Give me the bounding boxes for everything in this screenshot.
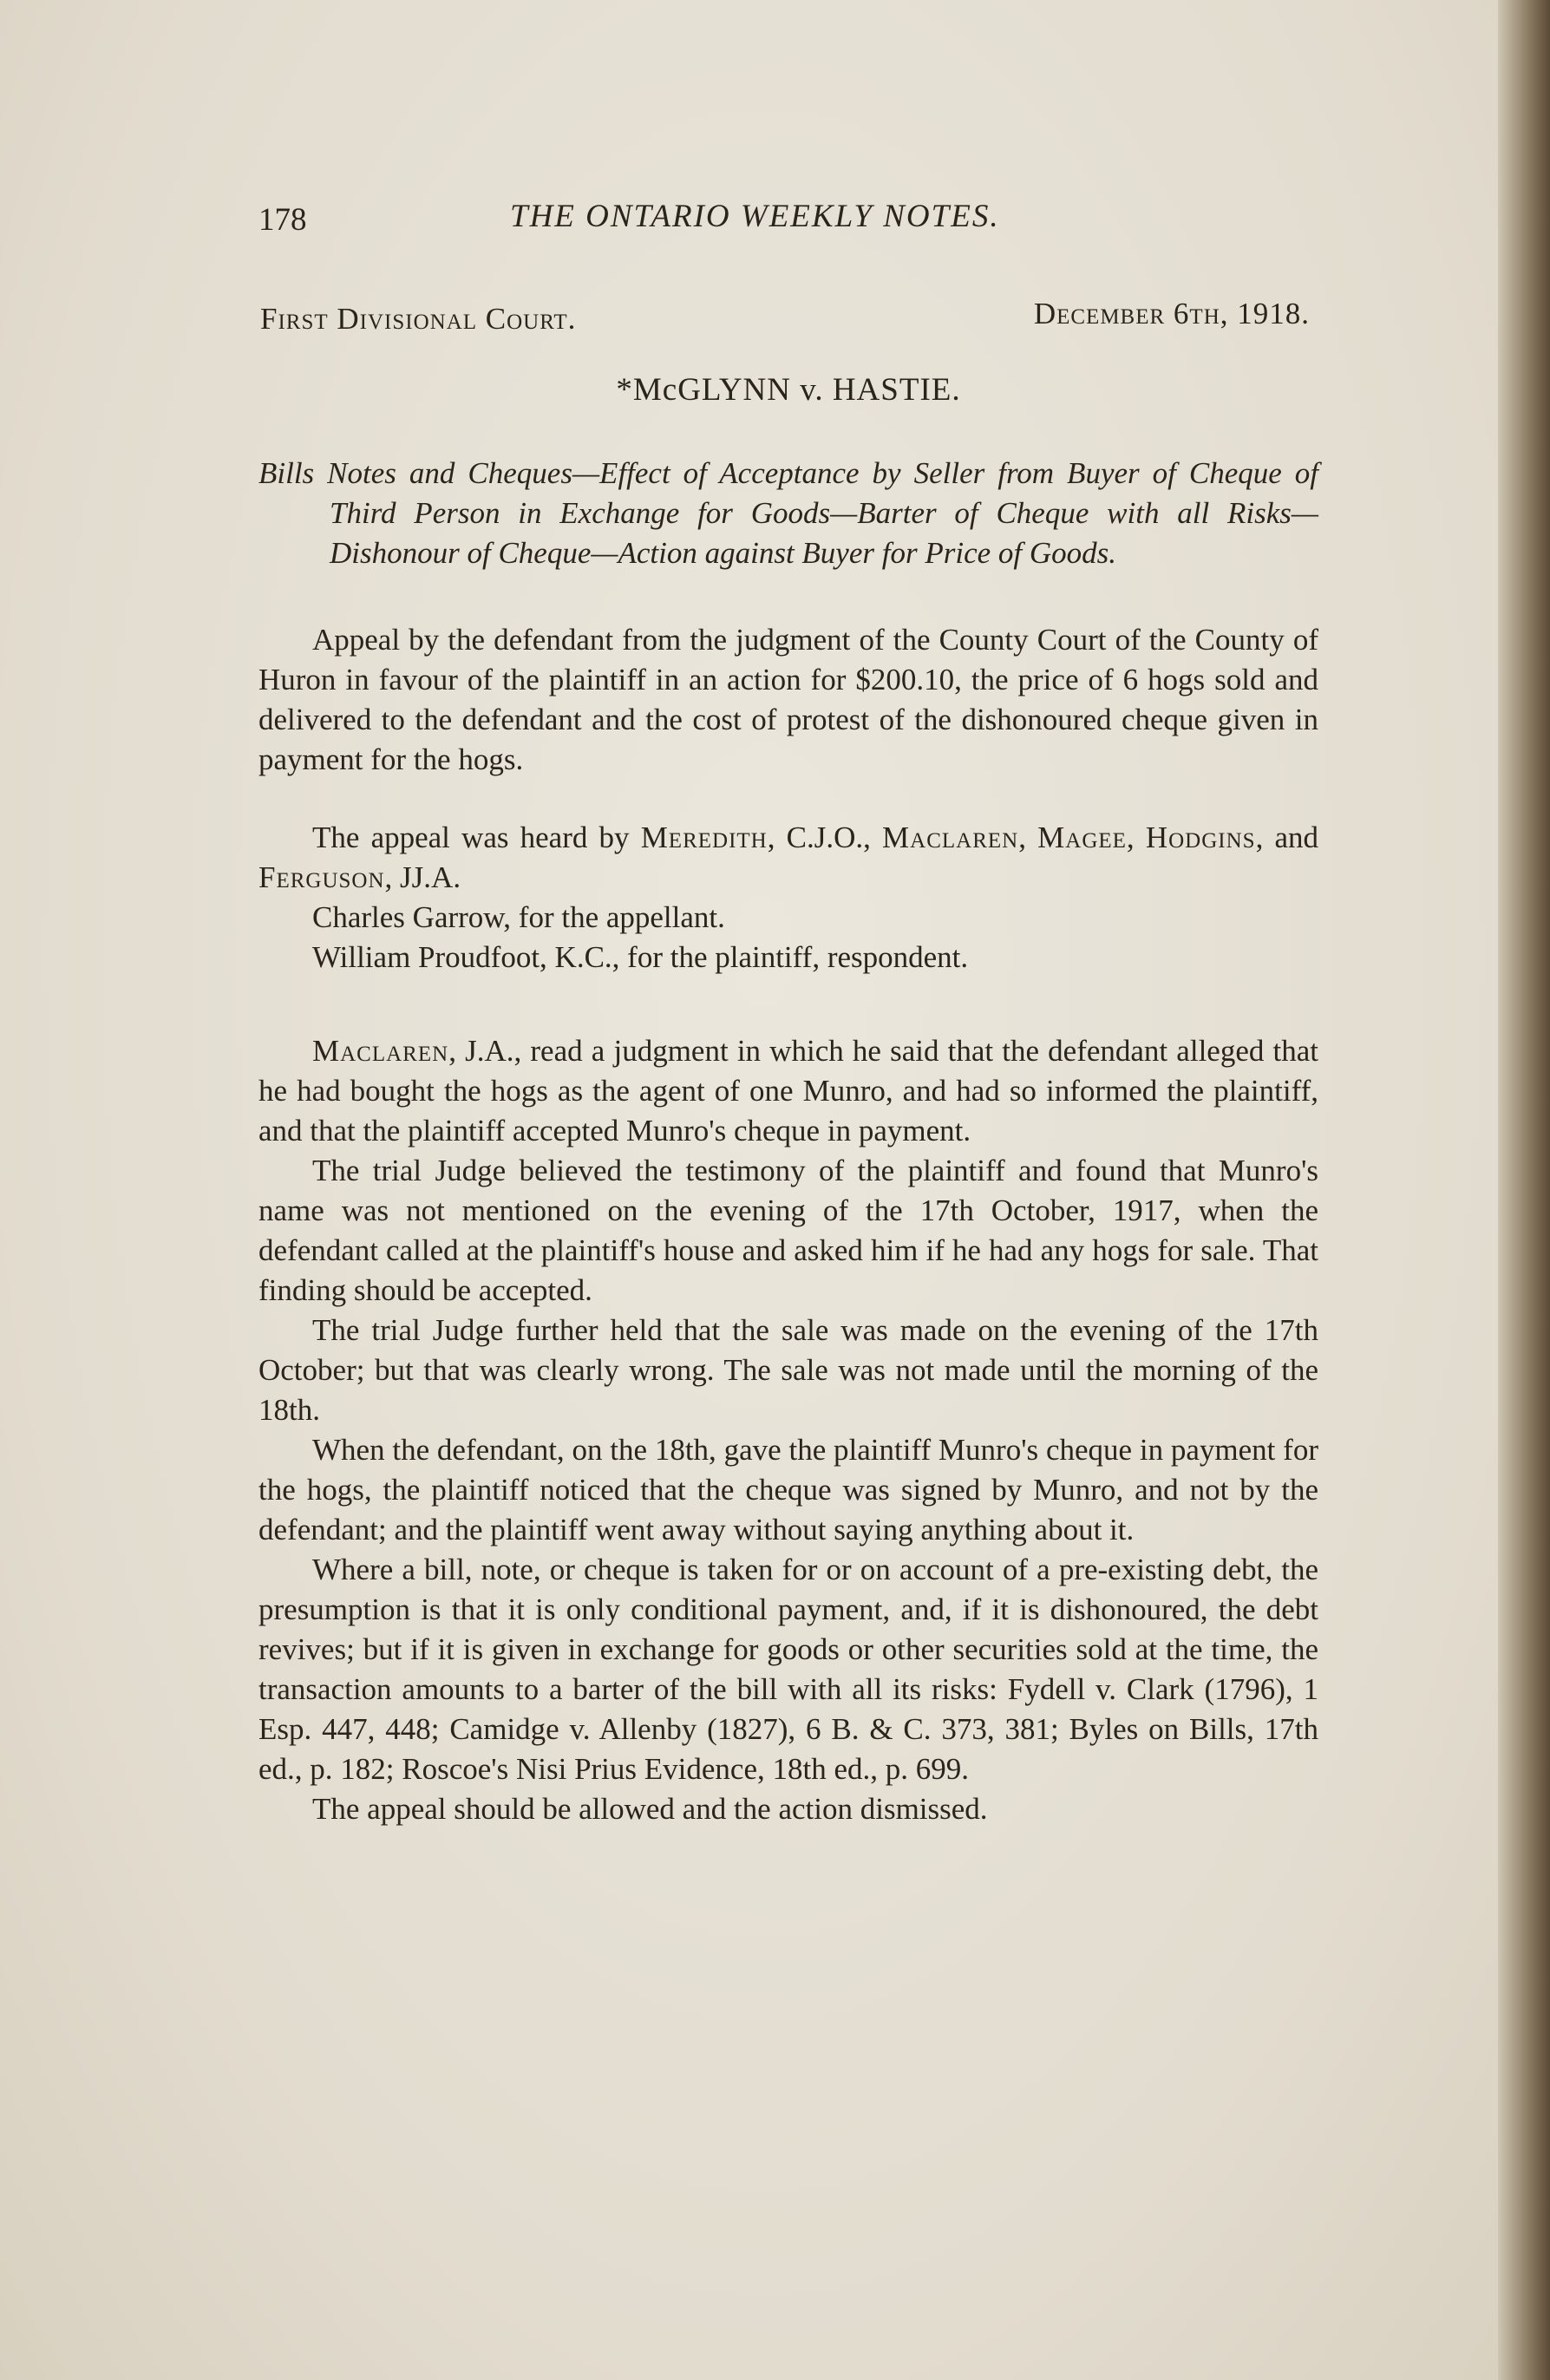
judgment-paragraph: The trial Judge further held that the sale was made on the evening of the 17th October; but that was clearly wrong. The sale was not made until the morning of the 18th.	[258, 1313, 1318, 1427]
decision-date: December 6th, 1918.	[1033, 297, 1310, 330]
appellant-counsel: Charles Garrow, for the appellant.	[312, 900, 725, 934]
page-edge-shadow	[1498, 0, 1550, 2380]
judgment-paragraph: The appeal should be allowed and the action dismissed.	[312, 1792, 988, 1826]
court-line	[258, 297, 1318, 354]
judge-name: Magee	[1037, 821, 1127, 854]
page-header	[258, 191, 1318, 243]
hearing-text: , JJ.A.	[384, 860, 461, 894]
hearing-text: , and	[1255, 821, 1319, 854]
case-title: *McGLYNN v. HASTIE.	[616, 372, 961, 408]
hearing-text: ,	[1018, 821, 1026, 854]
judgment-opening	[258, 1031, 1318, 1151]
judge-name: Maclaren	[882, 821, 1019, 854]
judgment-paragraph: When the defendant, on the 18th, gave the plaintiff Munro's cheque in payment for the hogs, the plaintiff noticed that the cheque was signed by Munro, and not by the defendant; and the plaintiff went away without saying anything about it.	[258, 1433, 1318, 1546]
judge-name: Ferguson	[258, 860, 385, 894]
judgment-judge: Maclaren	[312, 1034, 449, 1068]
judgment-paragraph: Where a bill, note, or cheque is taken for or on account of a pre-existing debt, the presumption is that it is only conditional payment, and, if it is dishonoured, the debt revives; but if it is given in exchange for goods or other securities sold at the time, the transaction amounts to a barter of the bill with all its risks: Fydell v. Clark (1796), 1 Esp. 447, 448; Camidge v. Allenby (1827), 6 B. & C. 373, 381; Byles on Bills, 17th ed., p. 182; Roscoe's Nisi Prius Evidence, 18th ed., p. 699.	[258, 1553, 1318, 1786]
running-title: THE ONTARIO WEEKLY NOTES.	[510, 199, 1000, 234]
judgment-opening-text: , J.A., read a judgment in which he said that the defendant alleged that he had bought the hogs as the agent of one Munro, and had so informed the plaintiff, and that the plaintiff accepted Munro's cheque in payment.	[258, 1034, 1318, 1148]
hearing-text: , C.J.O.,	[767, 821, 871, 854]
judgment-paragraph: The trial Judge believed the testimony of the plaintiff and found that Munro's name was not mentioned on the evening of the 17th October, 1917, when the defendant called at the plaintiff's house and asked him if he had any hogs for sale. That finding should be accepted.	[258, 1154, 1318, 1307]
court-name: First Divisional Court.	[260, 302, 577, 336]
hearing-panel	[258, 818, 1318, 898]
headnote: Bills Notes and Cheques—Effect of Acceptance by Seller from Buyer of Cheque of Third Person in Exchange for Goods—Barter of Cheque with all Risks—Dishonour of Cheque—Action against Buyer for Price of Goods.	[258, 456, 1318, 570]
judge-name: Meredith	[640, 821, 768, 854]
judge-name: Hodgins	[1145, 821, 1256, 854]
respondent-counsel: William Proudfoot, K.C., for the plaintiff, respondent.	[312, 940, 969, 974]
hearing-lead: The appeal was heard by	[312, 821, 630, 854]
page-content	[258, 191, 1318, 1829]
hearing-text: ,	[1126, 821, 1135, 854]
page-number: 178	[258, 202, 307, 238]
appeal-intro: Appeal by the defendant from the judgment of the County Court of the County of Huron in favour of the plaintiff in an action for $200.10, the price of 6 hogs sold and delivered to the defendant and the cost of protest of the dishonoured cheque given in payment for the hogs.	[258, 623, 1318, 776]
